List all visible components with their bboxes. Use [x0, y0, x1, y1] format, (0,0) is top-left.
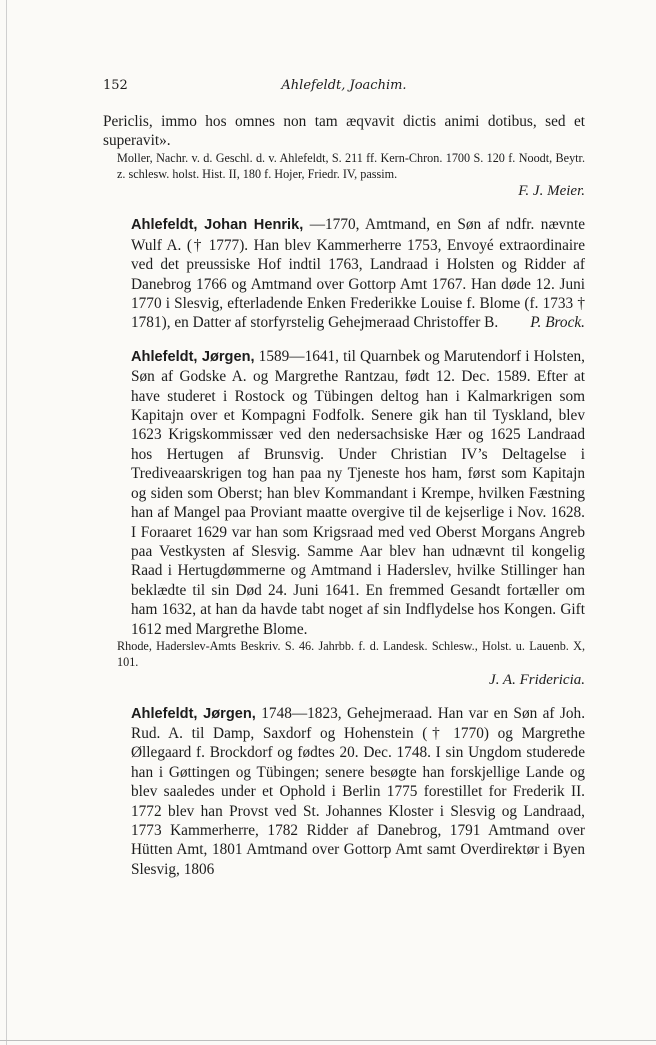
page-header — [103, 78, 585, 98]
intro-signature: F. J. Meier. — [518, 183, 585, 200]
page-body — [103, 112, 585, 879]
entry-references: Rhode, Haderslev-Amts Beskriv. S. 46. Jahrbb. f. d. Landesk. Schlesw., Holst. u. Lauenb. X, 101. — [117, 638, 585, 669]
entry-johan-henrik — [103, 215, 585, 332]
entry-text: —1770, Amtmand, en Søn af ndfr. nævnte Wulf A. († 1777). Han blev Kammerherre 1753, Envoyé extraordinaire ved det preussiske Hof indtil 1763, Landraad i Holsten og Ridder af Danebrog 1766 og Amtmand over Gottorp Amt 1767. Han døde 12. Juni 1770 i Slesvig, efterladende Enken Frederikke Louise f. Blome (f. 1733 † 1781), en Datter af storfyrstelig Gehejmeraad Christoffer B. — [131, 216, 585, 332]
running-head: Ahlefeldt, Joachim. — [281, 78, 407, 93]
entry-jorgen-1748 — [103, 704, 585, 880]
entry-jorgen-1589 — [103, 347, 585, 639]
entry-text: 1748—1823, Gehejmeraad. Han var en Søn af Joh. Rud. A. til Damp, Saxdorf og Hohenstein († 1770) og Margrethe Øllegaard f. Brockdorf og fødtes 20. Dec. 1748. I sin Ungdom studerede han i Gøttingen og Tübingen; senere besøgte han forskjellige Lande og blev saaledes under et Ophold i Berlin 1775 forestillet for Frederik II. 1772 blev han Provst ved St. Johannes Kloster i Slesvig og Landraad, 1773 Kammerherre, 1782 Ridder af Danebrog, 1791 Amtmand over Hütten Amt, 1801 Amtmand over Gottorp Amt samt Overdirektør i Byen Slesvig, 1806 — [131, 704, 586, 878]
page-number: 152 — [103, 78, 128, 93]
entry-signature: J. A. Fridericia. — [489, 671, 585, 688]
intro-references: Moller, Nachr. v. d. Geschl. d. v. Ahlefeldt, S. 211 ff. Kern-Chron. 1700 S. 120 f. Noodt, Beytr. z. schlesw. holst. Hist. II, 180 f. Hojer, Friedr. IV, passim. — [117, 150, 585, 181]
scan-bottom-line — [0, 1040, 656, 1041]
entry-name: Ahlefeldt, Jørgen, — [131, 705, 256, 722]
scan-edge-line — [6, 0, 7, 1045]
intro-paragraph: Periclis, immo hos omnes non tam æqvavit dictis animi dotibus, sed et superavit». — [103, 113, 585, 150]
entry-text: 1589—1641, til Quarnbek og Marutendorf i Holsten, Søn af Godske A. og Margrethe Rantzau, født 12. Dec. 1589. Efter at have studeret i Rostock og Tübingen deltog han i Kalmarkrigen som Kapitajn over et Kompagni Fodfolk. Senere gik han til Tyskland, blev 1623 Krigskommissær ved den nedersachsiske Hær og 1625 Landraad hos Hertugen af Brunsvig. Under Christian IV’s Deltagelse i Trediveaarskrigen tog han paa ny Tjeneste hos ham, først som Kapitajn og siden som Oberst; han blev Kommandant i Krempe, hvilken Fæstning han af Mangel paa Proviant maatte overgive til de kejserlige i Nov. 1628. I Foraaret 1629 var han som Krigsraad med ved Oberst Morgans Angreb paa Vestkysten af Slesvig. Samme Aar blev han udnævnt til kongelig Raad i Hertugdømmerne og Amtmand i Haderslev, hvilke Stillinger han beklædte til sin Død 24. Juni 1641. En fremmed Gesandt fortæller om ham 1632, at han da havde tabt noget af sin Indflydelse hos Kongen. Gift 1612 med Margrethe Blome. — [131, 347, 585, 638]
entry-signature: P. Brock. — [530, 314, 585, 332]
entry-name: Ahlefeldt, Jørgen, — [131, 348, 255, 365]
entry-name: Ahlefeldt, Johan Henrik, — [131, 217, 304, 234]
